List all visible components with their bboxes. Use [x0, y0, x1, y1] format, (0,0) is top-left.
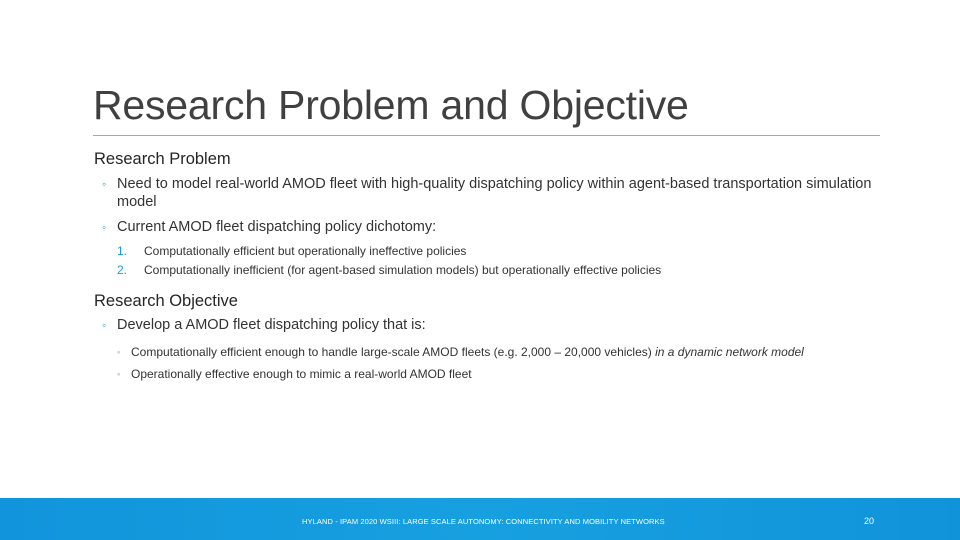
sub-bullet-text: Operationally effective enough to mimic a real-world AMOD fleet [131, 367, 472, 381]
bullet-icon: ◦ [102, 220, 107, 234]
bullet-item [94, 218, 884, 236]
page-number: 20 [864, 516, 875, 526]
list-number: 2. [117, 263, 128, 277]
bullet-text: Need to model real-world AMOD fleet with high-quality dispatching policy within agent-based transportation simulation model [117, 176, 872, 210]
sub-bullet-italic-text: in a dynamic network model [655, 345, 804, 359]
bullet-item [94, 175, 884, 211]
sub-bullet-item [94, 363, 884, 385]
numbered-list [94, 242, 884, 280]
numbered-item [94, 261, 884, 280]
numbered-item-text: Computationally inefficient (for agent-based simulation models) but operationally effective policies [144, 263, 662, 277]
sub-bullet-icon: ◦ [117, 347, 121, 357]
bullet-text: Current AMOD fleet dispatching policy dichotomy: [117, 219, 437, 235]
slide-content [94, 148, 884, 385]
list-number: 1. [117, 244, 128, 258]
section-heading-problem: Research Problem [94, 150, 231, 168]
sub-bullet-text: Computationally efficient enough to handle large-scale AMOD fleets (e.g. 2,000 – 20,000 vehicles) [131, 345, 652, 359]
footer-text: HYLAND - IPAM 2020 WSIII: LARGE SCALE AUTONOMY: CONNECTIVITY AND MOBILITY NETWORKS [302, 517, 665, 526]
sub-bullet-item [94, 341, 884, 363]
section-heading-objective: Research Objective [94, 292, 238, 310]
numbered-item-text: Computationally efficient but operationally ineffective policies [144, 244, 467, 258]
bullet-text: Develop a AMOD fleet dispatching policy that is: [117, 317, 426, 333]
sub-bullet-list [94, 341, 884, 385]
sub-bullet-icon: ◦ [117, 369, 121, 379]
numbered-item [94, 242, 884, 261]
bullet-icon: ◦ [102, 177, 107, 191]
slide-title: Research Problem and Objective [93, 82, 689, 128]
bullet-item [94, 316, 884, 334]
footer-bar [0, 498, 960, 540]
title-divider [93, 135, 880, 136]
bullet-icon: ◦ [102, 318, 107, 332]
